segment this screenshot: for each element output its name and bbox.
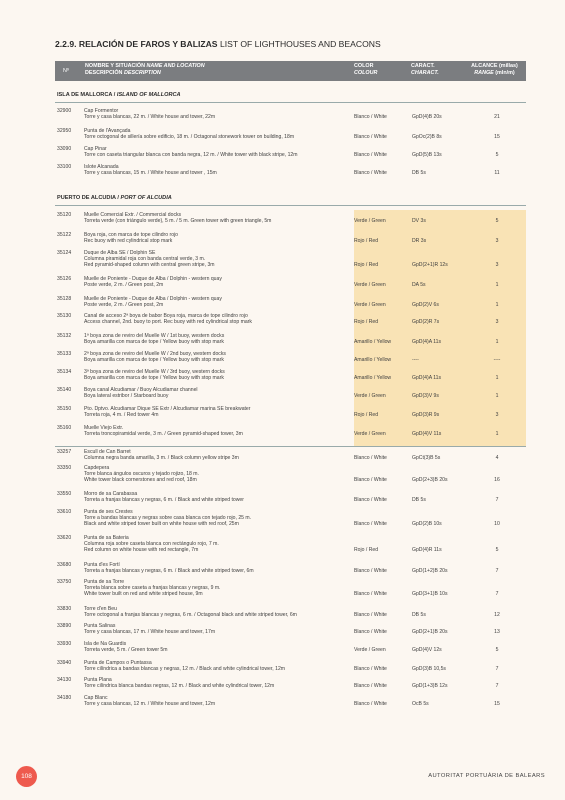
row-colour: Blanco / White (354, 497, 387, 504)
row-colour: Verde / Green (354, 302, 386, 309)
row-range: 15 (494, 134, 500, 141)
row-colour: Verde / Green (354, 393, 386, 400)
row-name: Canal de acceso 2ª boya de babor Boya roja, marca de tope cilindro rojo Access channel, 2nd. buoy to port. Rec buoy with red cylindrical stop mark (84, 313, 252, 326)
row-number: 33620 (57, 535, 72, 541)
page-title: 2.2.9. RELACIÓN DE FAROS Y BALIZAS LIST OF LIGHTHOUSES AND BEACONS (55, 39, 381, 49)
row-charact: GpOc(2)B 8s (412, 134, 442, 141)
row-charact: GpD(2)B 10s (412, 521, 442, 528)
row-charact: OcB 5s (412, 701, 429, 708)
row-colour: Rojo / Red (354, 262, 379, 269)
row-colour: Blanco / White (354, 683, 387, 690)
row-number: 33890 (57, 623, 72, 629)
row-number: 35130 (57, 313, 72, 319)
row-number: 35128 (57, 296, 72, 302)
row-charact: GpD(4)V 11s (412, 431, 442, 438)
row-colour: Blanco / White (354, 568, 387, 575)
row-charact: GpD(4)B 20s (412, 114, 442, 121)
row-charact: GpCt(3)B 5s (412, 455, 441, 462)
section-alcudia: PUERTO DE ALCUDIA / PORT OF ALCUDIA (57, 195, 172, 201)
row-range: 4 (495, 455, 499, 462)
row-range: 1 (495, 302, 499, 309)
row-range: 5 (495, 218, 499, 225)
row-colour: Blanco / White (354, 134, 387, 141)
row-colour: Blanco / White (354, 701, 387, 708)
row-range: 3 (495, 319, 499, 326)
row-name: Punta de sa Torre Torreta blanca sobre caseta a franjas blancas y negras, 9 m. White tower built on red and white striped house, 9m (84, 579, 221, 598)
row-name: 3ª boya zona de reviro del Muelle W / 3rd buoy, western docks Boya amarilla con marca de tope / Yellow buoy with stop mark (84, 369, 225, 382)
row-colour: Rojo / Red (354, 238, 379, 245)
row-name: Boya canal Alcudiamar / Buoy Alcudiamar channel Boya lateral estribor / Starboard buoy (84, 387, 198, 400)
row-range: 7 (495, 666, 499, 673)
row-charact: DB 5s (412, 612, 426, 619)
row-colour: Rojo / Red (354, 319, 379, 326)
row-name: Cap Formentor Torre y casa blancas, 22 m. / White house and tower, 22m (84, 108, 216, 121)
row-charact: GpD(1+3)B 12s (412, 683, 448, 690)
row-charact: DB 5s (412, 497, 426, 504)
row-range: 12 (494, 612, 500, 619)
section-mallorca: ISLA DE MALLORCA / ISLAND OF MALLORCA (57, 92, 181, 98)
row-colour: Blanco / White (354, 612, 387, 619)
row-number: 33257 (57, 449, 72, 455)
row-name: Punta de Campos o Puntassa Torre cilíndrica a bandas blancas y negras, 12 m. / Black and white cylindrical tower, 12m (84, 660, 286, 673)
row-name: Muelle de Poniente - Duque de Alba / Dolphin - western quay Poste verde, 2 m. / Green post, 2m (84, 296, 222, 309)
row-range: 21 (494, 114, 500, 121)
row-number: 35160 (57, 425, 72, 431)
row-charact: GpD(3)B 10,5s (412, 666, 446, 673)
row-range: 7 (495, 683, 499, 690)
row-range: 16 (494, 477, 500, 484)
row-range: 1 (495, 339, 499, 346)
divider (55, 205, 526, 206)
row-name: Islote Alcanada Torre y casa blancas, 15 m. / White house and tower , 15m (84, 164, 217, 177)
row-charact: GpD(3)V 9s (412, 393, 439, 400)
row-colour: Verde / Green (354, 282, 386, 289)
row-number: 33940 (57, 660, 72, 666)
row-name: Punta de ses Crestes Torre a bandas blancas y negras sobre casa blanca con tejado rojo, 25 m. Black and white striped tower built on white house with red roof, 25m (84, 509, 252, 528)
divider (55, 102, 526, 103)
row-charact: DA 5s (412, 282, 426, 289)
row-range: 10 (494, 521, 500, 528)
row-name: Isla de Na Guardis Torreta verde, 5 m. / Green tower 5m (84, 641, 168, 654)
row-range: 5 (495, 647, 499, 654)
row-name: Duque de Alba SE / Dolphin SE Columna piramidal roja con banda central verde, 3 m. Red pyramid-shaped column with central green stripe, 3m (84, 250, 215, 269)
row-charact: GpD(4)A 11s (412, 375, 442, 382)
row-number: 35124 (57, 250, 72, 256)
row-name: Punta de sa Bateria Columna roja sobre caseta blanca con rectángulo rojo, 7 m. Red column on white house with red rectangle, 7m (84, 535, 219, 554)
row-charact: GpD(2+1)R 12s (412, 262, 448, 269)
row-number: 32900 (57, 108, 72, 114)
col-colour: COLOR COLOUR (354, 63, 378, 76)
row-number: 35132 (57, 333, 72, 339)
row-range: 1 (495, 375, 499, 382)
row-name: 2ª boya zona de reviro del Muelle W / 2nd buoy, western docks Boya amarilla con marca de tope / Yellow buoy with stop mark (84, 351, 226, 364)
row-charact: GpD(2)V 6s (412, 302, 439, 309)
row-name: Capdepera Torre blanca ángulos oscuros y tejado rojizo, 18 m. White tower black cornerstones and red roof, 18m (84, 465, 199, 484)
row-name: Escull de Can Barret Columna negra banda amarilla, 3 m. / Black column yellow stripe 3m (84, 449, 239, 462)
row-colour: Verde / Green (354, 647, 386, 654)
row-colour: Amarillo / Yellow (354, 339, 392, 346)
row-range: 3 (495, 262, 499, 269)
row-name: Muelle de Poniente - Duque de Alba / Dolphin - western quay Poste verde, 2 m. / Green post, 2m (84, 276, 222, 289)
col-range: ALCANCE (millas) RANGE (mln/m) (471, 63, 518, 76)
col-charact: CARACT. CHARACT. (411, 63, 439, 76)
col-name: NOMBRE Y SITUACIÓN NAME AND LOCATION DESCRIPCIÓN DESCRIPTION (85, 63, 205, 76)
row-range: 15 (494, 701, 500, 708)
row-name: Punta Salinas Torre y casa blancas, 17 m. / White house and tower, 17m (84, 623, 216, 636)
row-name: Pto. Dptvo. Alcudiamar Dique SE Extr / Alcudiamar marina SE breakwater Torreta roja, 4 m. / Red tower 4m (84, 406, 251, 419)
row-range: 5 (495, 152, 499, 159)
row-charact: ---- (412, 357, 419, 364)
row-colour: Rojo / Red (354, 547, 379, 554)
row-colour: Blanco / White (354, 591, 387, 598)
row-range: 11 (494, 170, 500, 177)
row-charact: GpD(3+1)B 10s (412, 591, 448, 598)
row-name: Punta Plana Torre cilíndrica blanca bandas negras, 12 m. / Black and white cylindrical tower, 12m (84, 677, 275, 690)
row-colour: Blanco / White (354, 629, 387, 636)
row-charact: GpD(2+1)B 20s (412, 629, 448, 636)
row-charact: GpD(4)V 12s (412, 647, 442, 654)
row-charact: GpD(3)R 9s (412, 412, 440, 419)
row-colour: Blanco / White (354, 152, 387, 159)
row-name: Torre d'en Beu Torre octogonal a franjas blancas y negras, 6 m. / Octagonal black and white striped tower, 6m (84, 606, 297, 619)
row-number: 35133 (57, 351, 72, 357)
row-charact: GpD(4)A 11s (412, 339, 442, 346)
row-number: 34130 (57, 677, 72, 683)
row-range: 3 (495, 238, 499, 245)
table-header (55, 61, 526, 81)
row-name: Boya roja, con marca de tope cilindro rojo Rec buoy with red cylindrical stop mark (84, 232, 179, 245)
row-charact: DB 5s (412, 170, 426, 177)
row-range: 7 (495, 591, 499, 598)
row-charact: DV 3s (412, 218, 426, 225)
row-colour: Blanco / White (354, 455, 387, 462)
row-colour: Blanco / White (354, 521, 387, 528)
row-number: 33610 (57, 509, 72, 515)
row-charact: DR 3s (412, 238, 427, 245)
row-number: 35122 (57, 232, 72, 238)
row-name: Punta de l'Avançada Torre octogonal de sillería sobre edificio, 18 m. / Octagonal stonework tower on building, 18m (84, 128, 295, 141)
row-colour: Amarillo / Yellow (354, 357, 392, 364)
col-no: Nº (63, 68, 69, 74)
row-number: 33100 (57, 164, 72, 170)
page-number: 108 (16, 766, 37, 787)
row-colour: Blanco / White (354, 170, 387, 177)
row-range: 1 (495, 393, 499, 400)
row-name: Muelle Viejo Extr. Torreta troncopiramidal verde, 3 m. / Green pyramid-shaped tower, 3m (84, 425, 243, 438)
row-charact: GpD(2+3)B 20s (412, 477, 448, 484)
row-range: 5 (495, 547, 499, 554)
row-number: 35134 (57, 369, 72, 375)
row-name: 1ª boya zona de reviro del Muelle W / 1st buoy, western docks Boya amarilla con marca de tope / Yellow buoy with stop mark (84, 333, 225, 346)
row-name: Cap Pinar Torre con caseta triangular blanca con banda negra, 12 m. / White tower with black stripe, 12m (84, 146, 298, 159)
row-number: 35150 (57, 406, 72, 412)
row-charact: GpD(5)B 13s (412, 152, 442, 159)
row-number: 33680 (57, 562, 72, 568)
row-number: 35126 (57, 276, 72, 282)
row-number: 32950 (57, 128, 72, 134)
divider (55, 446, 526, 447)
row-colour: Blanco / White (354, 477, 387, 484)
row-charact: GpD(2)R 7s (412, 319, 440, 326)
alcudia-highlight (354, 210, 526, 446)
row-number: 33930 (57, 641, 72, 647)
row-range: 7 (495, 497, 499, 504)
row-name: Punta d'es Fortí Torreta a franjas blancas y negras, 6 m. / Black and white striped tower, 6m (84, 562, 254, 575)
row-range: 1 (495, 282, 499, 289)
footer-org: AUTORITAT PORTUÀRIA DE BALEARS (428, 773, 545, 779)
row-colour: Verde / Green (354, 218, 386, 225)
row-number: 35140 (57, 387, 72, 393)
row-colour: Blanco / White (354, 114, 387, 121)
row-range: 13 (494, 629, 500, 636)
row-number: 34180 (57, 695, 72, 701)
row-charact: GpD(1+2)B 20s (412, 568, 448, 575)
row-range: 1 (495, 431, 499, 438)
row-number: 35120 (57, 212, 72, 218)
row-charact: GpD(4)R 11s (412, 547, 442, 554)
row-number: 33750 (57, 579, 72, 585)
row-colour: Blanco / White (354, 666, 387, 673)
row-name: Muelle Comercial Extr. / Commercial docks Torreta verde (con triángulo verde), 5 m. / 5 m. Green tower with green triangle, 5m (84, 212, 272, 225)
row-number: 33090 (57, 146, 72, 152)
row-name: Morro de sa Carabassa Torreta a franjas blancas y negras, 6 m. / Black and white striped tower (84, 491, 244, 504)
row-range: ---- (493, 357, 501, 364)
row-number: 33830 (57, 606, 72, 612)
row-range: 7 (495, 568, 499, 575)
row-number: 33550 (57, 491, 72, 497)
row-name: Cap Blanc Torre y casa blancas, 12 m. / White house and tower, 12m (84, 695, 216, 708)
row-number: 33350 (57, 465, 72, 471)
row-colour: Amarillo / Yellow (354, 375, 392, 382)
row-range: 3 (495, 412, 499, 419)
row-colour: Rojo / Red (354, 412, 379, 419)
row-colour: Verde / Green (354, 431, 386, 438)
